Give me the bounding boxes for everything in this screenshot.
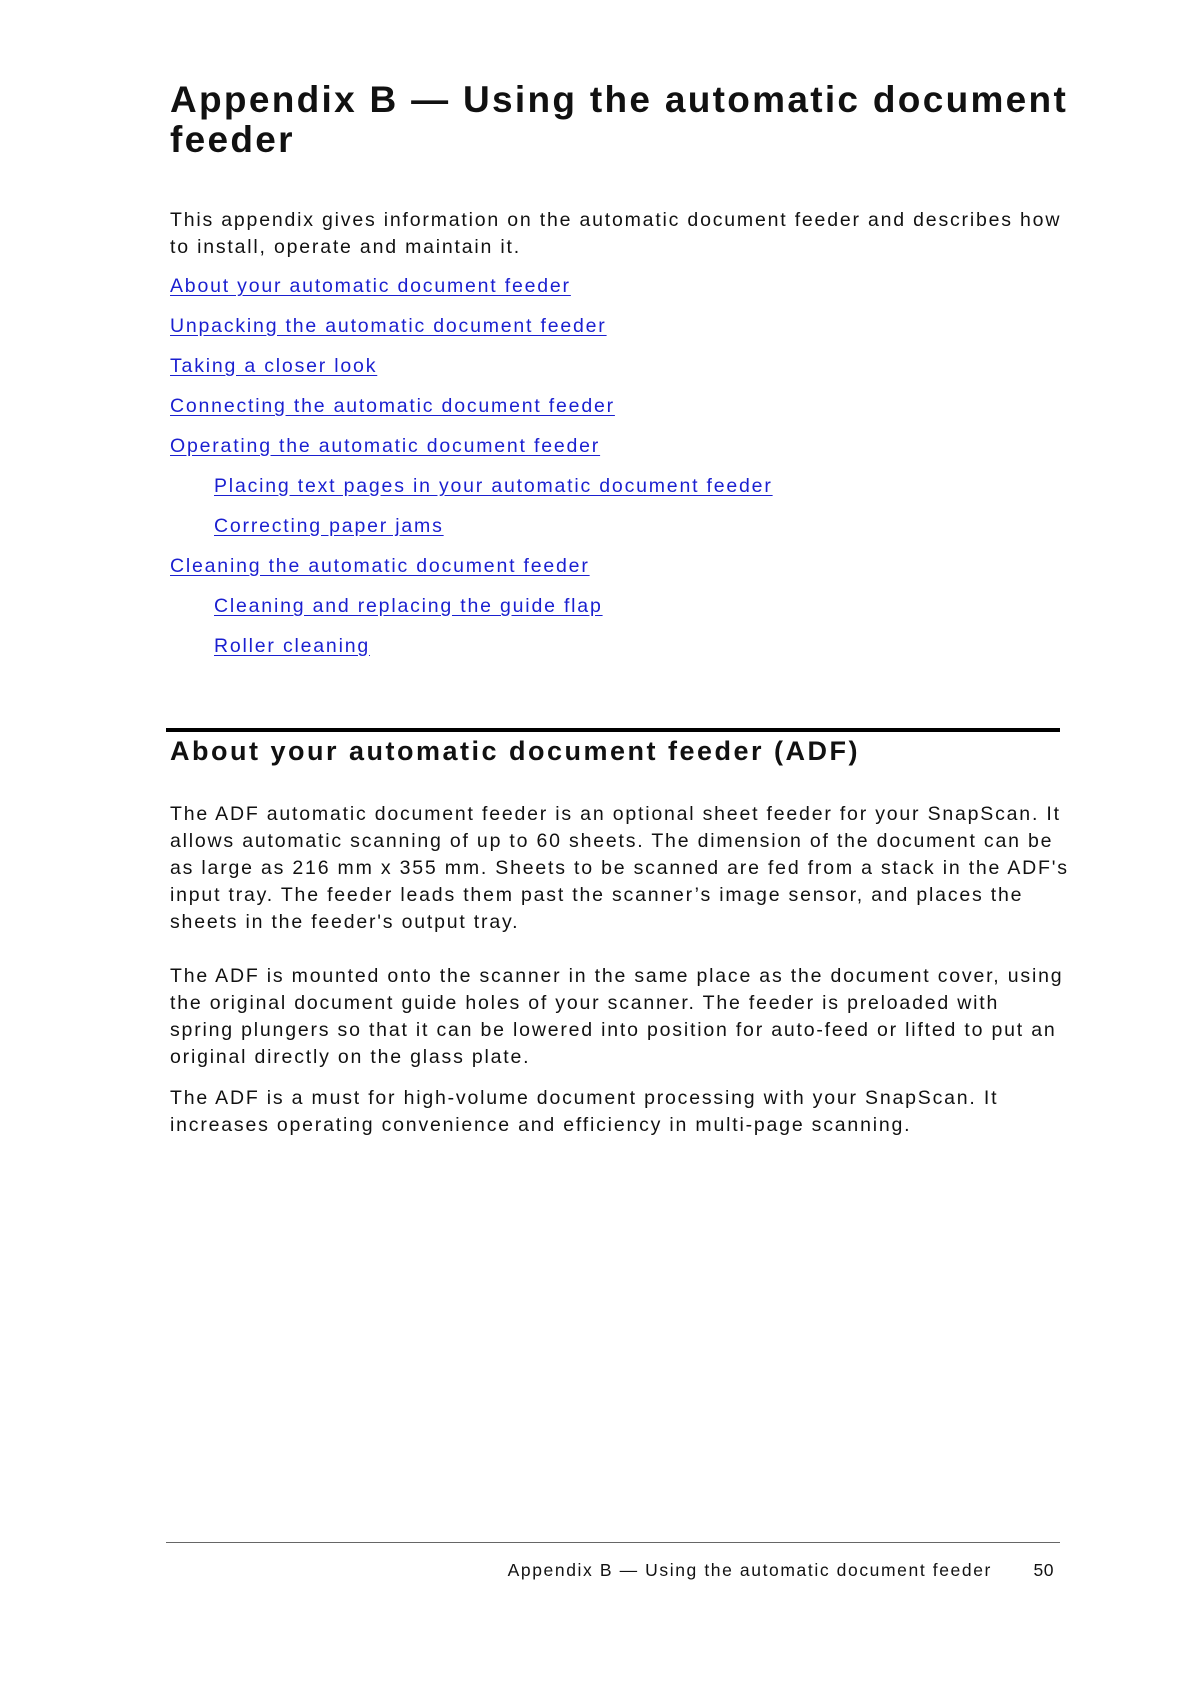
- intro-paragraph: This appendix gives information on the automatic document feeder and describes how to install, operate and maintain it.: [170, 209, 1062, 258]
- section-divider: [166, 728, 1060, 732]
- toc-subitem: [170, 631, 773, 671]
- toc-link-roller-cleaning[interactable]: Roller cleaning: [214, 635, 370, 657]
- toc-link-paper-jams[interactable]: Correcting paper jams: [214, 515, 444, 537]
- toc-subitem: [170, 471, 773, 511]
- toc-item: [170, 551, 773, 591]
- toc-link-guide-flap[interactable]: Cleaning and replacing the guide flap: [214, 595, 603, 617]
- section-heading: About your automatic document feeder (ADF): [170, 736, 861, 766]
- footer-divider: [166, 1542, 1060, 1543]
- body-paragraph: The ADF is mounted onto the scanner in the same place as the document cover, using the original document guide holes of your scanner. The feeder is preloaded with spring plungers so that it can be lowered into position for auto-feed or lifted to put an original directly on the glass plate.: [170, 965, 1064, 1068]
- toc-item: [170, 271, 773, 311]
- body-paragraph: The ADF automatic document feeder is an optional sheet feeder for your SnapScan. It allows automatic scanning of up to 60 sheets. The dimension of the document can be as large as 216 mm x 355 mm. Sheets to be scanned are fed from a stack in the ADF's input tray. The feeder leads them past the scanner’s image sensor, and places the sheets in the feeder's output tray.: [170, 803, 1069, 933]
- toc-link-unpacking[interactable]: Unpacking the automatic document feeder: [170, 315, 607, 337]
- toc-item: [170, 311, 773, 351]
- toc-link-connecting[interactable]: Connecting the automatic document feeder: [170, 395, 615, 417]
- toc-link-placing-pages[interactable]: Placing text pages in your automatic document feeder: [214, 475, 773, 497]
- toc-link-cleaning[interactable]: Cleaning the automatic document feeder: [170, 555, 590, 577]
- toc-link-closer-look[interactable]: Taking a closer look: [170, 355, 378, 377]
- toc-item: [170, 391, 773, 431]
- footer-title: Appendix B — Using the automatic document feeder: [507, 1560, 992, 1580]
- body-paragraph: The ADF is a must for high-volume document processing with your SnapScan. It increases operating convenience and efficiency in multi-page scanning.: [170, 1087, 999, 1136]
- page-footer: [166, 1560, 1060, 1584]
- toc-item: [170, 431, 773, 471]
- toc-subitem: [170, 511, 773, 551]
- page-title: Appendix B — Using the automatic document feeder: [170, 79, 1069, 160]
- toc-item: [170, 351, 773, 391]
- toc-subitem: [170, 591, 773, 631]
- page-number: 50: [1033, 1560, 1054, 1580]
- toc-link-about[interactable]: About your automatic document feeder: [170, 275, 571, 297]
- table-of-contents: [170, 271, 773, 671]
- toc-link-operating[interactable]: Operating the automatic document feeder: [170, 435, 601, 457]
